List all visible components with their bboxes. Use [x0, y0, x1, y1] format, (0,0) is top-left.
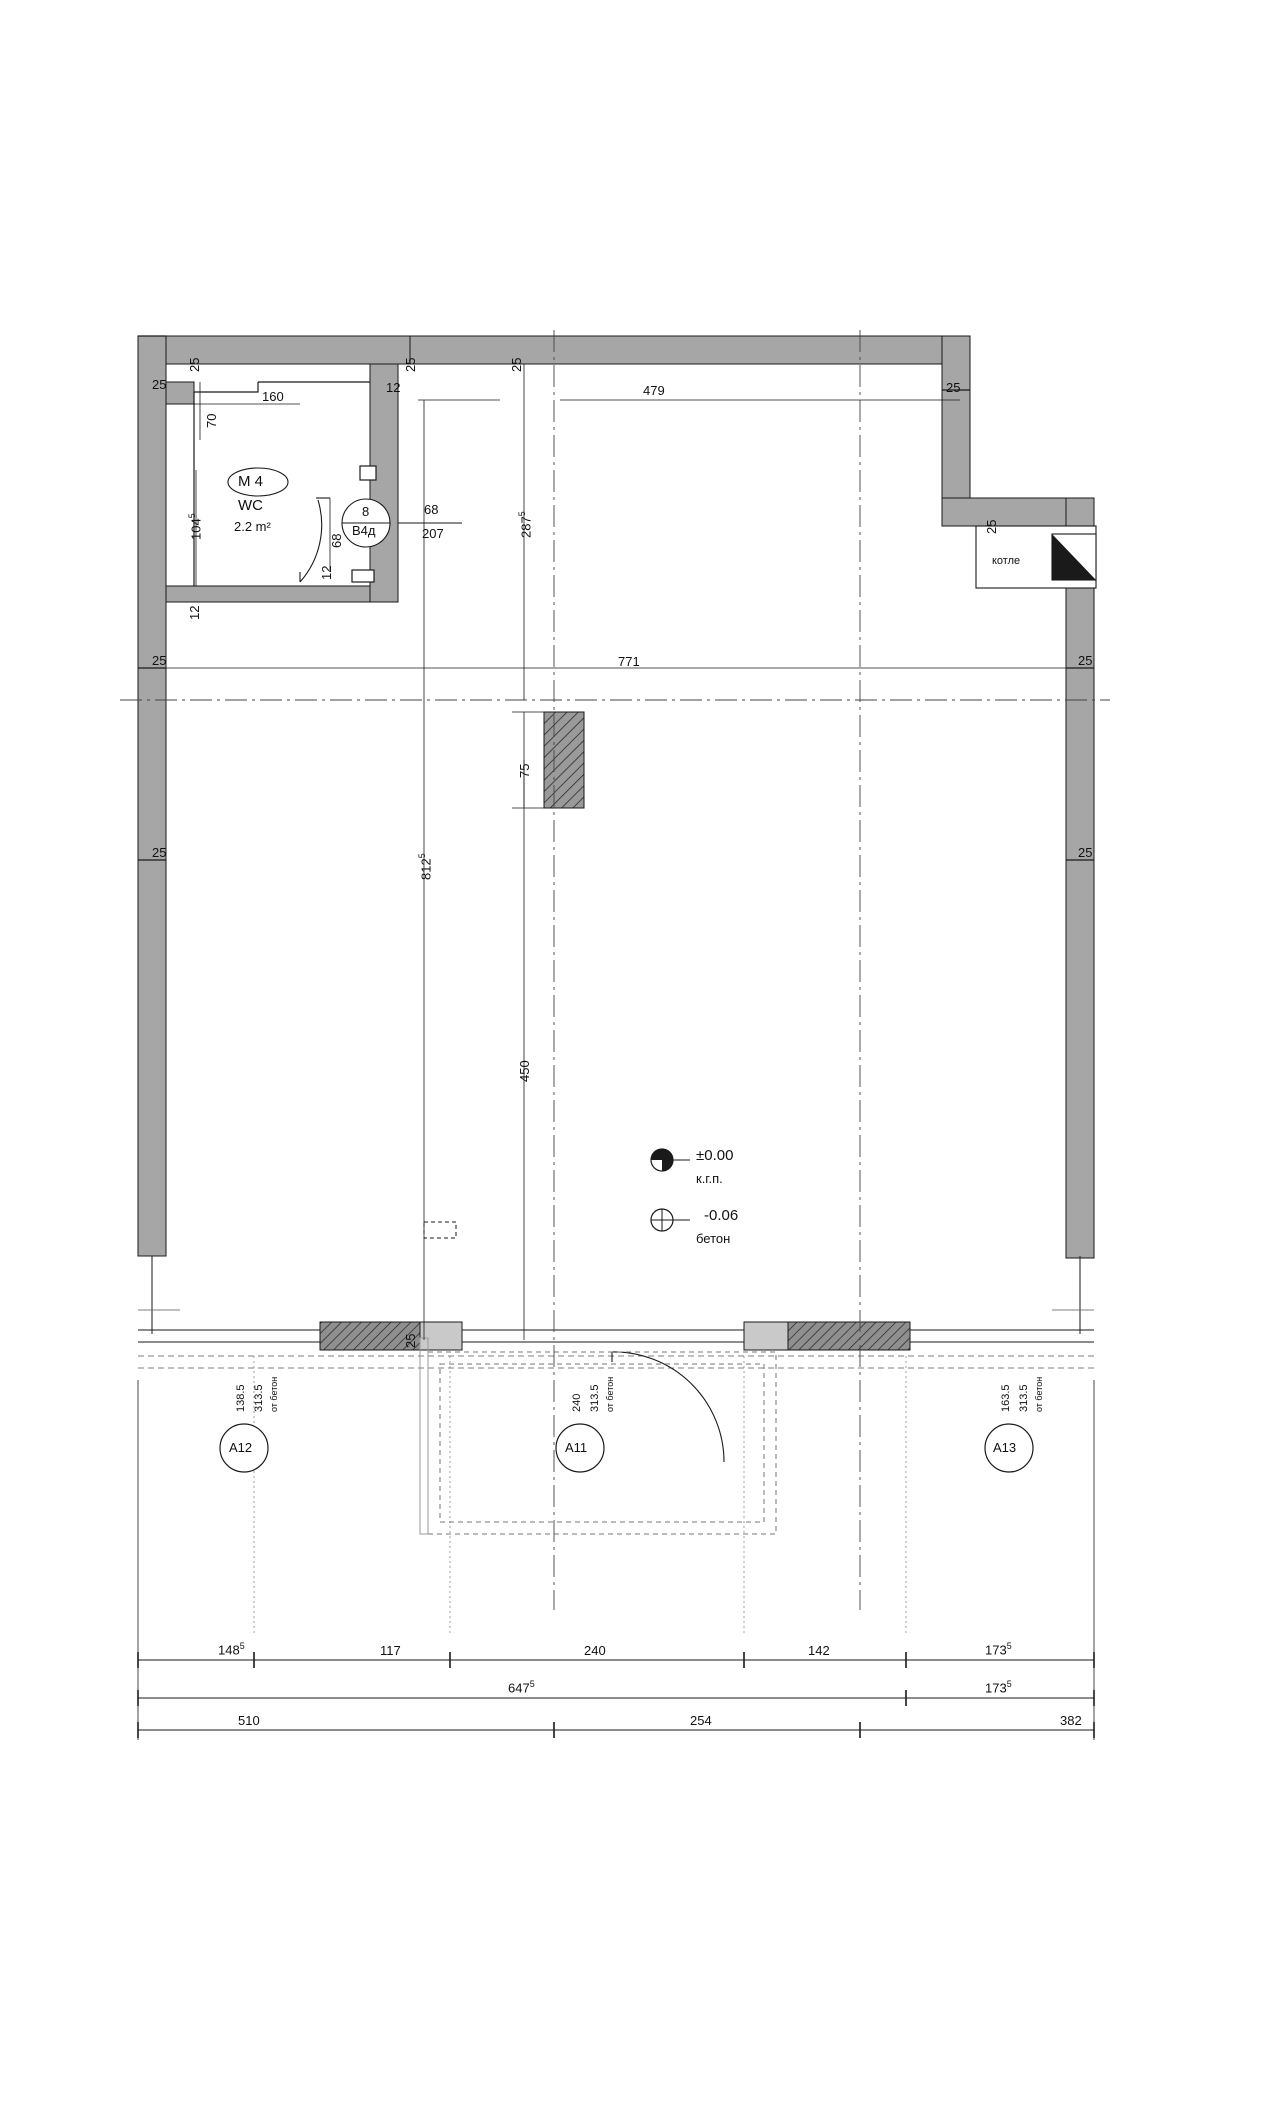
dim-25-right-mid: 25	[1078, 653, 1093, 668]
boiler-label: котле	[992, 555, 1021, 567]
room-code: M 4	[238, 473, 264, 490]
chain3-382: 382	[1060, 1713, 1082, 1728]
dim-12-top: 12	[386, 380, 401, 395]
bottom-dimension-chains	[138, 1652, 1094, 1738]
dim-12-c: 12	[187, 605, 202, 620]
dim-12-b: 12	[319, 565, 334, 580]
dim-75: 75	[517, 763, 532, 778]
level-second: -0.06	[704, 1207, 739, 1224]
door-width: 68	[424, 502, 439, 517]
dim-25-right-low: 25	[1078, 845, 1093, 860]
dim-left-25-top: 25	[152, 377, 167, 392]
level-second-note: бетон	[696, 1231, 731, 1246]
dim-25-left-mid: 25	[152, 653, 167, 668]
dim-25-top-right: 25	[946, 380, 961, 395]
bubble-a12-id: A12	[229, 1440, 253, 1455]
dim-479: 479	[643, 383, 665, 398]
axis-bubble-shapes	[220, 1424, 1033, 1472]
door-type: В4д	[352, 523, 376, 538]
level-main-note: к.г.п.	[696, 1171, 723, 1186]
bubble-a11-dim2: 313.5	[589, 1384, 601, 1412]
room-area: 2.2 m²	[234, 519, 271, 534]
dim-top-25-b: 25	[403, 357, 418, 372]
dim-70: 70	[204, 413, 219, 428]
door-height: 207	[422, 526, 444, 541]
bubble-a12-note: от бетон	[269, 1376, 279, 1412]
chain2-173: $173^5$	[985, 1679, 1012, 1696]
room-name: WC	[238, 497, 263, 514]
dim-68-door: 68	[329, 533, 344, 548]
chain1-148: $148^5$	[218, 1641, 245, 1658]
bottom-openings	[138, 1322, 1094, 1534]
dim-287: $287^5$	[517, 511, 534, 538]
level-main: ±0.00	[696, 1147, 734, 1164]
dim-top-25-c: 25	[509, 357, 524, 372]
dim-top-25-a: 25	[187, 357, 202, 372]
wall-ends	[138, 1256, 1094, 1334]
bubble-a11-dim1: 240	[571, 1393, 583, 1412]
dim-25-opening: 25	[403, 1333, 418, 1348]
dim-160: 160	[262, 389, 284, 404]
bubble-a11-id: A11	[565, 1440, 588, 1455]
chain3-254: 254	[690, 1713, 712, 1728]
chain3-510: 510	[238, 1713, 260, 1728]
dim-104: $104^5$	[187, 513, 204, 540]
dimension-lines	[138, 364, 1094, 1740]
bubble-a12-dim2: 313.5	[253, 1384, 265, 1412]
chain2-647: $647^5$	[508, 1679, 535, 1696]
bubble-a13-dim1: 163.5	[1000, 1384, 1012, 1412]
bubble-a12-dim1: 138.5	[235, 1384, 247, 1412]
dim-25-left-low: 25	[152, 845, 167, 860]
column	[544, 712, 584, 808]
dim-812: $812^5$	[417, 853, 434, 880]
bubble-a13-dim2: 313.5	[1018, 1384, 1030, 1412]
chain1-142: 142	[808, 1643, 830, 1658]
bubble-a13-id: A13	[993, 1440, 1017, 1455]
chain1-240: 240	[584, 1643, 606, 1658]
dim-450: 450	[517, 1060, 532, 1082]
bubble-a13-note: от бетон	[1034, 1376, 1044, 1412]
chain1-173: $173^5$	[985, 1641, 1012, 1658]
bubble-a11-note: от бетон	[605, 1376, 615, 1412]
level-symbols	[651, 1149, 690, 1231]
floor-dashed-element	[424, 1222, 456, 1238]
dim-771: 771	[618, 654, 640, 669]
dim-25-boiler: 25	[984, 519, 999, 534]
chain1-117: 117	[380, 1643, 401, 1658]
door-number: 8	[362, 504, 370, 519]
